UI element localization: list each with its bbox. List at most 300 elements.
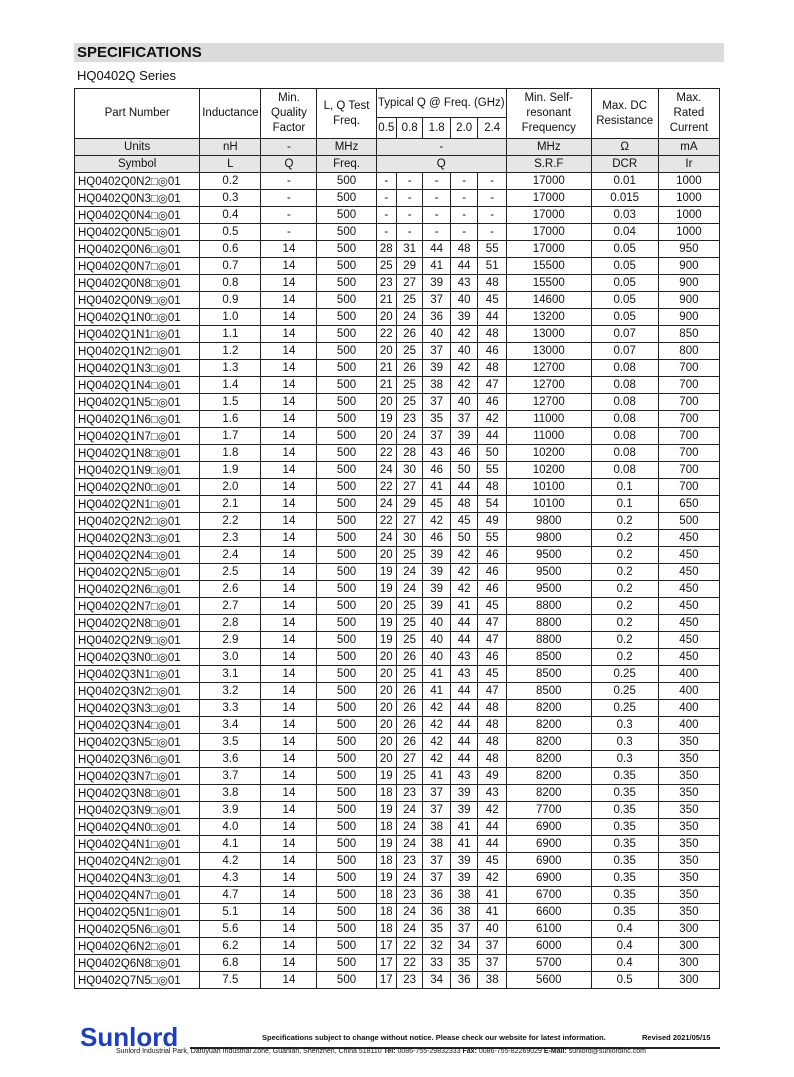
- units-label: Units: [75, 139, 200, 156]
- cell-inductance: 2.7: [200, 598, 261, 615]
- cell-q-2-0: 42: [450, 326, 478, 343]
- cell-dcr: 0.35: [591, 819, 658, 836]
- cell-q-0-8: 24: [396, 870, 422, 887]
- cell-q-2-4: 44: [478, 428, 507, 445]
- cell-q-1-8: 38: [423, 836, 451, 853]
- footer-note: Specifications subject to change without notice. Please check our website for latest information.: [262, 1033, 606, 1042]
- cell-min-q: 14: [261, 734, 317, 751]
- cell-part-number: HQ0402Q4N1□◎01: [75, 836, 200, 853]
- cell-test-freq: 500: [317, 343, 376, 360]
- cell-q-1-8: 37: [423, 343, 451, 360]
- table-row: [75, 377, 720, 394]
- header-typical-q: Typical Q @ Freq. (GHz): [376, 89, 506, 118]
- cell-q-1-8: 37: [423, 870, 451, 887]
- cell-q-0-5: 24: [376, 530, 396, 547]
- symbol-srf: S.R.F: [506, 156, 591, 173]
- cell-q-0-5: 21: [376, 360, 396, 377]
- cell-part-number: HQ0402Q7N5□◎01: [75, 972, 200, 989]
- cell-srf: 13200: [506, 309, 591, 326]
- cell-q-0-5: 22: [376, 445, 396, 462]
- cell-min-q: -: [261, 190, 317, 207]
- cell-part-number: HQ0402Q1N1□◎01: [75, 326, 200, 343]
- cell-q-2-4: 44: [478, 309, 507, 326]
- cell-q-2-0: 43: [450, 666, 478, 683]
- cell-srf: 8800: [506, 632, 591, 649]
- cell-part-number: HQ0402Q3N8□◎01: [75, 785, 200, 802]
- cell-q-2-0: 46: [450, 445, 478, 462]
- cell-q-0-5: 24: [376, 462, 396, 479]
- symbol-freq: Freq.: [317, 156, 376, 173]
- cell-q-2-0: 41: [450, 819, 478, 836]
- cell-inductance: 5.1: [200, 904, 261, 921]
- cell-srf: 9800: [506, 530, 591, 547]
- cell-rated-current: 1000: [658, 207, 719, 224]
- cell-dcr: 0.5: [591, 972, 658, 989]
- cell-srf: 17000: [506, 241, 591, 258]
- table-row: [75, 734, 720, 751]
- cell-q-1-8: 45: [423, 496, 451, 513]
- table-header: [75, 89, 720, 173]
- cell-q-0-5: 20: [376, 394, 396, 411]
- cell-rated-current: 700: [658, 445, 719, 462]
- cell-q-2-0: -: [450, 190, 478, 207]
- cell-q-2-4: 46: [478, 343, 507, 360]
- cell-srf: 6900: [506, 853, 591, 870]
- cell-dcr: 0.07: [591, 343, 658, 360]
- cell-q-0-5: 20: [376, 547, 396, 564]
- cell-min-q: 14: [261, 462, 317, 479]
- cell-q-1-8: 39: [423, 564, 451, 581]
- cell-dcr: 0.35: [591, 802, 658, 819]
- table-row: [75, 309, 720, 326]
- cell-q-0-8: 25: [396, 666, 422, 683]
- cell-q-0-5: 22: [376, 479, 396, 496]
- cell-part-number: HQ0402Q2N2□◎01: [75, 513, 200, 530]
- cell-inductance: 1.4: [200, 377, 261, 394]
- cell-q-1-8: 37: [423, 394, 451, 411]
- table-row: [75, 224, 720, 241]
- cell-dcr: 0.4: [591, 955, 658, 972]
- cell-q-2-4: 44: [478, 836, 507, 853]
- cell-q-0-8: 29: [396, 496, 422, 513]
- cell-q-2-4: 47: [478, 632, 507, 649]
- cell-q-0-5: 20: [376, 717, 396, 734]
- cell-dcr: 0.3: [591, 751, 658, 768]
- cell-q-0-5: 19: [376, 802, 396, 819]
- cell-rated-current: 350: [658, 904, 719, 921]
- cell-q-2-0: 40: [450, 292, 478, 309]
- cell-q-1-8: 35: [423, 921, 451, 938]
- cell-part-number: HQ0402Q6N2□◎01: [75, 938, 200, 955]
- cell-q-2-4: 48: [478, 751, 507, 768]
- header-min-q: Min. Quality Factor: [261, 89, 317, 139]
- cell-part-number: HQ0402Q2N9□◎01: [75, 632, 200, 649]
- cell-test-freq: 500: [317, 326, 376, 343]
- cell-q-0-5: -: [376, 224, 396, 241]
- table-row: [75, 411, 720, 428]
- cell-q-0-5: 18: [376, 921, 396, 938]
- header-dcr: Max. DC Resistance: [591, 89, 658, 139]
- cell-min-q: 14: [261, 700, 317, 717]
- cell-rated-current: 350: [658, 870, 719, 887]
- cell-test-freq: 500: [317, 972, 376, 989]
- cell-inductance: 0.6: [200, 241, 261, 258]
- cell-q-0-5: 20: [376, 343, 396, 360]
- cell-q-2-4: 43: [478, 785, 507, 802]
- cell-dcr: 0.03: [591, 207, 658, 224]
- cell-q-1-8: 41: [423, 683, 451, 700]
- cell-test-freq: 500: [317, 632, 376, 649]
- cell-inductance: 1.9: [200, 462, 261, 479]
- cell-q-1-8: 37: [423, 802, 451, 819]
- cell-rated-current: 450: [658, 598, 719, 615]
- cell-q-2-4: 49: [478, 768, 507, 785]
- cell-q-0-8: 23: [396, 887, 422, 904]
- table-row: [75, 904, 720, 921]
- cell-rated-current: 1000: [658, 190, 719, 207]
- symbol-current: Ir: [658, 156, 719, 173]
- cell-q-0-5: 20: [376, 734, 396, 751]
- cell-q-2-4: 49: [478, 513, 507, 530]
- cell-q-2-4: 45: [478, 666, 507, 683]
- cell-inductance: 2.8: [200, 615, 261, 632]
- cell-q-2-4: 47: [478, 615, 507, 632]
- cell-q-0-8: -: [396, 190, 422, 207]
- cell-rated-current: 900: [658, 292, 719, 309]
- cell-dcr: 0.05: [591, 275, 658, 292]
- table-row: [75, 190, 720, 207]
- cell-test-freq: 500: [317, 207, 376, 224]
- specifications-heading: SPECIFICATIONS: [77, 44, 202, 61]
- cell-rated-current: 350: [658, 751, 719, 768]
- table-row: [75, 649, 720, 666]
- header-inductance: Inductance: [200, 89, 261, 139]
- cell-q-2-4: 41: [478, 904, 507, 921]
- cell-min-q: 14: [261, 819, 317, 836]
- cell-min-q: 14: [261, 241, 317, 258]
- cell-rated-current: 350: [658, 768, 719, 785]
- cell-part-number: HQ0402Q2N0□◎01: [75, 479, 200, 496]
- cell-q-1-8: 41: [423, 479, 451, 496]
- table-row: [75, 258, 720, 275]
- table-row: [75, 530, 720, 547]
- cell-rated-current: 900: [658, 309, 719, 326]
- cell-min-q: 14: [261, 445, 317, 462]
- cell-q-2-0: 43: [450, 649, 478, 666]
- cell-q-1-8: 46: [423, 530, 451, 547]
- cell-dcr: 0.05: [591, 309, 658, 326]
- cell-q-0-8: 26: [396, 360, 422, 377]
- cell-test-freq: 500: [317, 700, 376, 717]
- cell-inductance: 6.2: [200, 938, 261, 955]
- cell-q-1-8: 39: [423, 581, 451, 598]
- cell-min-q: -: [261, 224, 317, 241]
- cell-dcr: 0.35: [591, 785, 658, 802]
- cell-q-1-8: 36: [423, 309, 451, 326]
- cell-q-1-8: -: [423, 190, 451, 207]
- cell-q-2-0: 42: [450, 360, 478, 377]
- footer-revised-date: Revised 2021/05/15: [642, 1033, 711, 1042]
- cell-q-2-4: 46: [478, 649, 507, 666]
- cell-q-1-8: 42: [423, 717, 451, 734]
- cell-srf: 8500: [506, 666, 591, 683]
- cell-q-0-5: 17: [376, 972, 396, 989]
- table-row: [75, 666, 720, 683]
- cell-q-2-0: 41: [450, 836, 478, 853]
- cell-dcr: 0.05: [591, 241, 658, 258]
- cell-srf: 17000: [506, 173, 591, 190]
- cell-part-number: HQ0402Q3N3□◎01: [75, 700, 200, 717]
- cell-min-q: 14: [261, 564, 317, 581]
- cell-dcr: 0.35: [591, 904, 658, 921]
- table-row: [75, 870, 720, 887]
- footer-email: sunlord@sunlordinc.com: [568, 1048, 646, 1055]
- cell-rated-current: 300: [658, 921, 719, 938]
- cell-min-q: 14: [261, 615, 317, 632]
- cell-q-1-8: 37: [423, 785, 451, 802]
- cell-q-2-0: 43: [450, 768, 478, 785]
- cell-q-2-0: 44: [450, 751, 478, 768]
- cell-q-0-5: 22: [376, 513, 396, 530]
- cell-test-freq: 500: [317, 241, 376, 258]
- cell-srf: 6000: [506, 938, 591, 955]
- cell-srf: 10100: [506, 496, 591, 513]
- table-row: [75, 360, 720, 377]
- cell-part-number: HQ0402Q4N0□◎01: [75, 819, 200, 836]
- cell-inductance: 1.7: [200, 428, 261, 445]
- units-row: [75, 139, 720, 156]
- cell-inductance: 1.3: [200, 360, 261, 377]
- cell-srf: 6700: [506, 887, 591, 904]
- cell-rated-current: 450: [658, 649, 719, 666]
- cell-srf: 6600: [506, 904, 591, 921]
- cell-rated-current: 450: [658, 632, 719, 649]
- units-min-q: -: [261, 139, 317, 156]
- cell-q-0-8: 28: [396, 445, 422, 462]
- cell-q-2-0: 48: [450, 496, 478, 513]
- cell-rated-current: 950: [658, 241, 719, 258]
- units-inductance: nH: [200, 139, 261, 156]
- cell-min-q: 14: [261, 853, 317, 870]
- cell-part-number: HQ0402Q2N3□◎01: [75, 530, 200, 547]
- cell-part-number: HQ0402Q6N8□◎01: [75, 955, 200, 972]
- cell-q-2-0: 44: [450, 734, 478, 751]
- cell-q-2-4: 37: [478, 938, 507, 955]
- cell-q-0-8: 25: [396, 768, 422, 785]
- cell-q-2-4: 48: [478, 479, 507, 496]
- cell-q-2-4: 42: [478, 870, 507, 887]
- cell-q-2-4: 48: [478, 326, 507, 343]
- table-row: [75, 632, 720, 649]
- cell-dcr: 0.01: [591, 173, 658, 190]
- series-title: HQ0402Q Series: [77, 68, 176, 83]
- cell-q-1-8: 40: [423, 632, 451, 649]
- cell-inductance: 3.8: [200, 785, 261, 802]
- cell-min-q: 14: [261, 258, 317, 275]
- cell-srf: 8200: [506, 717, 591, 734]
- cell-q-2-4: 45: [478, 598, 507, 615]
- cell-inductance: 0.7: [200, 258, 261, 275]
- cell-min-q: 14: [261, 632, 317, 649]
- cell-test-freq: 500: [317, 938, 376, 955]
- cell-inductance: 2.3: [200, 530, 261, 547]
- cell-rated-current: 300: [658, 955, 719, 972]
- cell-q-2-4: 51: [478, 258, 507, 275]
- cell-srf: 11000: [506, 428, 591, 445]
- cell-test-freq: 500: [317, 411, 376, 428]
- header-srf: Min. Self-resonant Frequency: [506, 89, 591, 139]
- cell-part-number: HQ0402Q4N7□◎01: [75, 887, 200, 904]
- cell-srf: 7700: [506, 802, 591, 819]
- cell-srf: 8200: [506, 768, 591, 785]
- cell-q-0-8: 26: [396, 717, 422, 734]
- cell-inductance: 0.8: [200, 275, 261, 292]
- cell-part-number: HQ0402Q0N3□◎01: [75, 190, 200, 207]
- cell-q-1-8: 42: [423, 513, 451, 530]
- cell-rated-current: 1000: [658, 224, 719, 241]
- cell-rated-current: 400: [658, 700, 719, 717]
- cell-q-1-8: -: [423, 224, 451, 241]
- cell-part-number: HQ0402Q1N9□◎01: [75, 462, 200, 479]
- cell-q-0-5: 18: [376, 853, 396, 870]
- cell-srf: 15500: [506, 258, 591, 275]
- cell-test-freq: 500: [317, 581, 376, 598]
- cell-min-q: 14: [261, 649, 317, 666]
- cell-dcr: 0.25: [591, 700, 658, 717]
- cell-dcr: 0.05: [591, 258, 658, 275]
- cell-q-0-8: 23: [396, 785, 422, 802]
- table-row: [75, 768, 720, 785]
- cell-inductance: 3.0: [200, 649, 261, 666]
- cell-min-q: 14: [261, 768, 317, 785]
- cell-dcr: 0.2: [591, 547, 658, 564]
- cell-part-number: HQ0402Q2N6□◎01: [75, 581, 200, 598]
- symbol-min-q: Q: [261, 156, 317, 173]
- units-current: mA: [658, 139, 719, 156]
- cell-dcr: 0.08: [591, 445, 658, 462]
- cell-q-0-5: 20: [376, 309, 396, 326]
- cell-q-0-5: 19: [376, 411, 396, 428]
- cell-q-2-0: 44: [450, 615, 478, 632]
- cell-min-q: 14: [261, 581, 317, 598]
- cell-part-number: HQ0402Q0N5□◎01: [75, 224, 200, 241]
- cell-test-freq: 500: [317, 309, 376, 326]
- cell-q-0-8: 22: [396, 938, 422, 955]
- cell-q-0-8: 24: [396, 904, 422, 921]
- cell-q-0-8: 26: [396, 326, 422, 343]
- cell-test-freq: 500: [317, 751, 376, 768]
- cell-rated-current: 700: [658, 411, 719, 428]
- cell-min-q: 14: [261, 496, 317, 513]
- cell-q-0-8: 26: [396, 700, 422, 717]
- cell-rated-current: 350: [658, 734, 719, 751]
- cell-srf: 8200: [506, 700, 591, 717]
- cell-q-0-8: 25: [396, 377, 422, 394]
- cell-dcr: 0.08: [591, 360, 658, 377]
- cell-part-number: HQ0402Q1N5□◎01: [75, 394, 200, 411]
- cell-test-freq: 500: [317, 190, 376, 207]
- cell-part-number: HQ0402Q5N1□◎01: [75, 904, 200, 921]
- cell-q-1-8: 38: [423, 377, 451, 394]
- cell-q-2-0: 42: [450, 581, 478, 598]
- cell-q-2-4: 38: [478, 972, 507, 989]
- cell-q-2-4: 45: [478, 853, 507, 870]
- cell-srf: 9500: [506, 547, 591, 564]
- cell-dcr: 0.1: [591, 496, 658, 513]
- table-row: [75, 802, 720, 819]
- cell-rated-current: 900: [658, 258, 719, 275]
- cell-rated-current: 450: [658, 615, 719, 632]
- cell-test-freq: 500: [317, 955, 376, 972]
- cell-q-1-8: 39: [423, 547, 451, 564]
- cell-dcr: 0.2: [591, 598, 658, 615]
- cell-inductance: 6.8: [200, 955, 261, 972]
- cell-q-0-8: 27: [396, 513, 422, 530]
- cell-part-number: HQ0402Q0N2□◎01: [75, 173, 200, 190]
- cell-q-2-4: 55: [478, 241, 507, 258]
- cell-inductance: 7.5: [200, 972, 261, 989]
- cell-q-2-0: 39: [450, 853, 478, 870]
- cell-rated-current: 350: [658, 887, 719, 904]
- cell-inductance: 0.4: [200, 207, 261, 224]
- cell-dcr: 0.35: [591, 836, 658, 853]
- cell-inductance: 2.9: [200, 632, 261, 649]
- cell-dcr: 0.3: [591, 734, 658, 751]
- cell-min-q: -: [261, 173, 317, 190]
- cell-min-q: 14: [261, 955, 317, 972]
- cell-q-1-8: 34: [423, 972, 451, 989]
- cell-srf: 17000: [506, 224, 591, 241]
- cell-q-2-0: 44: [450, 683, 478, 700]
- cell-dcr: 0.35: [591, 853, 658, 870]
- cell-q-2-4: -: [478, 207, 507, 224]
- cell-rated-current: 850: [658, 326, 719, 343]
- cell-srf: 10100: [506, 479, 591, 496]
- table-row: [75, 513, 720, 530]
- cell-inductance: 4.2: [200, 853, 261, 870]
- cell-q-0-8: 26: [396, 734, 422, 751]
- cell-q-2-4: 55: [478, 462, 507, 479]
- cell-q-1-8: 38: [423, 819, 451, 836]
- cell-dcr: 0.05: [591, 292, 658, 309]
- cell-min-q: 14: [261, 751, 317, 768]
- cell-inductance: 0.3: [200, 190, 261, 207]
- specifications-table: [74, 88, 720, 989]
- cell-q-1-8: 37: [423, 853, 451, 870]
- table-row: [75, 394, 720, 411]
- table-row: [75, 615, 720, 632]
- cell-min-q: 14: [261, 360, 317, 377]
- cell-test-freq: 500: [317, 853, 376, 870]
- cell-test-freq: 500: [317, 530, 376, 547]
- cell-q-0-8: 24: [396, 836, 422, 853]
- cell-q-0-5: 19: [376, 836, 396, 853]
- footer-email-label: E-Mail:: [543, 1048, 567, 1055]
- table-body: [75, 173, 720, 989]
- cell-min-q: 14: [261, 513, 317, 530]
- cell-inductance: 3.4: [200, 717, 261, 734]
- cell-inductance: 2.1: [200, 496, 261, 513]
- table-row: [75, 938, 720, 955]
- cell-srf: 8500: [506, 649, 591, 666]
- table-row: [75, 462, 720, 479]
- cell-q-0-8: -: [396, 224, 422, 241]
- cell-q-2-0: -: [450, 207, 478, 224]
- cell-test-freq: 500: [317, 258, 376, 275]
- cell-part-number: HQ0402Q0N9□◎01: [75, 292, 200, 309]
- cell-q-2-4: 46: [478, 394, 507, 411]
- table-row: [75, 547, 720, 564]
